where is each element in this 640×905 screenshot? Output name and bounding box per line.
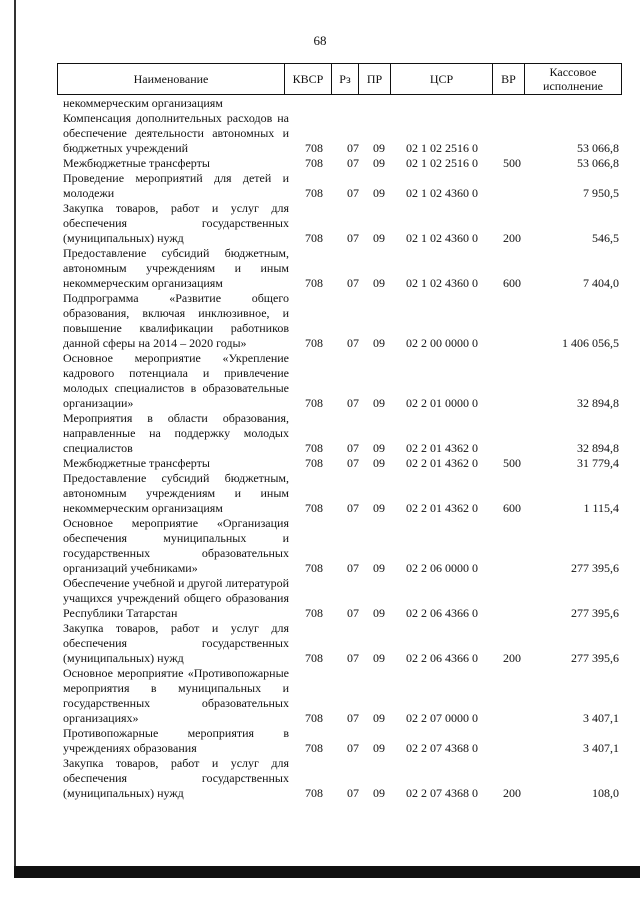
- cell-name: Закупка товаров, работ и услуг для обеспечения государственных (муниципальных) нужд: [63, 201, 289, 245]
- table-row: [63, 246, 619, 291]
- cell-pr: 09: [373, 336, 385, 350]
- cell-name: Предоставление субсидий бюджетным, автономным учреждениям и иным некоммерческим организациям: [63, 246, 289, 290]
- cell-pr: 09: [373, 231, 385, 245]
- cell-name: Обеспечение учебной и другой литературой учащихся учреждений общего образования Республики Татарстан: [63, 576, 289, 620]
- cell-rz: 07: [347, 231, 359, 245]
- cell-name: Закупка товаров, работ и услуг для обеспечения государственных (муниципальных) нужд: [63, 756, 289, 800]
- table-row: [63, 96, 619, 111]
- cell-rz: 07: [347, 606, 359, 620]
- cell-rz: 07: [347, 501, 359, 515]
- scan-left-edge: [14, 0, 16, 878]
- cell-kvsr: 708: [305, 441, 323, 455]
- cell-csr: 02 2 07 4368 0: [406, 741, 478, 755]
- cell-pr: 09: [373, 396, 385, 410]
- cell-csr: 02 1 02 4360 0: [406, 276, 478, 290]
- table-row: [63, 621, 619, 666]
- cell-name: Основное мероприятие «Укрепление кадрового потенциала и привлечение молодых специалистов в образовательные организации»: [63, 351, 289, 410]
- table-row: [63, 456, 619, 471]
- header-vr: ВР: [493, 64, 525, 94]
- table-row: [63, 726, 619, 756]
- cell-vr: 500: [503, 156, 521, 170]
- cell-kvsr: 708: [305, 501, 323, 515]
- cell-rz: 07: [347, 441, 359, 455]
- cell-name: Противопожарные мероприятия в учреждениях образования: [63, 726, 289, 755]
- cell-pr: 09: [373, 141, 385, 155]
- cell-pr: 09: [373, 501, 385, 515]
- cell-vr: 500: [503, 456, 521, 470]
- cell-csr: 02 1 02 4360 0: [406, 231, 478, 245]
- cell-csr: 02 2 06 4366 0: [406, 651, 478, 665]
- cell-amount: 277 395,6: [571, 606, 619, 620]
- table-row: [63, 156, 619, 171]
- cell-kvsr: 708: [305, 711, 323, 725]
- table-header: [57, 63, 622, 95]
- scan-bottom-edge: [14, 866, 640, 878]
- cell-kvsr: 708: [305, 561, 323, 575]
- cell-name: Предоставление субсидий бюджетным, автономным учреждениям и иным некоммерческим организациям: [63, 471, 289, 515]
- cell-kvsr: 708: [305, 336, 323, 350]
- cell-name: Закупка товаров, работ и услуг для обеспечения государственных (муниципальных) нужд: [63, 621, 289, 665]
- cell-pr: 09: [373, 561, 385, 575]
- cell-amount: 53 066,8: [577, 141, 619, 155]
- cell-pr: 09: [373, 156, 385, 170]
- cell-csr: 02 1 02 2516 0: [406, 141, 478, 155]
- header-csr: ЦСР: [391, 64, 493, 94]
- table-row: [63, 201, 619, 246]
- cell-csr: 02 2 00 0000 0: [406, 336, 478, 350]
- table-row: [63, 411, 619, 456]
- table-row: [63, 756, 619, 801]
- cell-rz: 07: [347, 141, 359, 155]
- cell-name: Межбюджетные трансферты: [63, 456, 210, 470]
- cell-pr: 09: [373, 711, 385, 725]
- cell-name: Основное мероприятие «Противопожарные мероприятия в муниципальных и государственных образовательных организациях»: [63, 666, 289, 725]
- cell-amount: 31 779,4: [577, 456, 619, 470]
- cell-kvsr: 708: [305, 276, 323, 290]
- cell-csr: 02 1 02 4360 0: [406, 186, 478, 200]
- cell-csr: 02 2 06 4366 0: [406, 606, 478, 620]
- cell-csr: 02 1 02 2516 0: [406, 156, 478, 170]
- cell-amount: 32 894,8: [577, 396, 619, 410]
- cell-rz: 07: [347, 396, 359, 410]
- cell-kvsr: 708: [305, 786, 323, 800]
- cell-vr: 200: [503, 651, 521, 665]
- header-pr: ПР: [359, 64, 391, 94]
- header-name: Наименование: [58, 64, 285, 94]
- cell-kvsr: 708: [305, 396, 323, 410]
- cell-name: Подпрограмма «Развитие общего образования, включая инклюзивное, и повышение квалификации работников данной сферы на 2014 – 2020 годы»: [63, 291, 289, 350]
- cell-name: некоммерческим организациям: [63, 96, 223, 110]
- cell-kvsr: 708: [305, 606, 323, 620]
- cell-vr: 200: [503, 231, 521, 245]
- cell-csr: 02 2 01 4362 0: [406, 501, 478, 515]
- cell-amount: 108,0: [592, 786, 619, 800]
- cell-pr: 09: [373, 786, 385, 800]
- cell-rz: 07: [347, 156, 359, 170]
- cell-csr: 02 2 07 4368 0: [406, 786, 478, 800]
- table-row: [63, 291, 619, 351]
- cell-rz: 07: [347, 561, 359, 575]
- cell-pr: 09: [373, 606, 385, 620]
- cell-vr: 600: [503, 501, 521, 515]
- cell-rz: 07: [347, 336, 359, 350]
- table-body: [63, 96, 619, 801]
- table-row: [63, 666, 619, 726]
- cell-rz: 07: [347, 711, 359, 725]
- cell-kvsr: 708: [305, 456, 323, 470]
- cell-amount: 32 894,8: [577, 441, 619, 455]
- cell-amount: 546,5: [592, 231, 619, 245]
- cell-pr: 09: [373, 741, 385, 755]
- cell-csr: 02 2 01 4362 0: [406, 456, 478, 470]
- table-row: [63, 471, 619, 516]
- cell-amount: 277 395,6: [571, 651, 619, 665]
- cell-kvsr: 708: [305, 186, 323, 200]
- cell-vr: 200: [503, 786, 521, 800]
- cell-kvsr: 708: [305, 651, 323, 665]
- cell-amount: 1 115,4: [583, 501, 619, 515]
- cell-name: Проведение мероприятий для детей и молодежи: [63, 171, 289, 200]
- cell-pr: 09: [373, 651, 385, 665]
- cell-rz: 07: [347, 186, 359, 200]
- cell-amount: 53 066,8: [577, 156, 619, 170]
- cell-rz: 07: [347, 276, 359, 290]
- cell-rz: 07: [347, 741, 359, 755]
- header-amount: Кассовое исполнение: [543, 65, 603, 93]
- header-kvsr: КВСР: [285, 64, 332, 94]
- cell-name: Основное мероприятие «Организация обеспечения муниципальных и государственных образовательных организаций учебниками»: [63, 516, 289, 575]
- page-number: 68: [313, 33, 327, 48]
- cell-name: Межбюджетные трансферты: [63, 156, 210, 170]
- cell-vr: 600: [503, 276, 521, 290]
- table-row: [63, 111, 619, 156]
- table-row: [63, 171, 619, 201]
- table-row: [63, 351, 619, 411]
- cell-rz: 07: [347, 651, 359, 665]
- cell-kvsr: 708: [305, 231, 323, 245]
- cell-amount: 7 404,0: [583, 276, 619, 290]
- table-row: [63, 576, 619, 621]
- cell-amount: 7 950,5: [583, 186, 619, 200]
- cell-kvsr: 708: [305, 156, 323, 170]
- cell-amount: 277 395,6: [571, 561, 619, 575]
- cell-csr: 02 2 01 4362 0: [406, 441, 478, 455]
- cell-kvsr: 708: [305, 141, 323, 155]
- cell-pr: 09: [373, 186, 385, 200]
- cell-pr: 09: [373, 441, 385, 455]
- cell-rz: 07: [347, 456, 359, 470]
- cell-csr: 02 2 07 0000 0: [406, 711, 478, 725]
- table-row: [63, 516, 619, 576]
- cell-pr: 09: [373, 276, 385, 290]
- cell-name: Мероприятия в области образования, направленные на поддержку молодых специалистов: [63, 411, 289, 455]
- cell-rz: 07: [347, 786, 359, 800]
- cell-amount: 3 407,1: [583, 711, 619, 725]
- cell-csr: 02 2 06 0000 0: [406, 561, 478, 575]
- cell-kvsr: 708: [305, 741, 323, 755]
- cell-pr: 09: [373, 456, 385, 470]
- header-rz: Рз: [332, 64, 359, 94]
- cell-csr: 02 2 01 0000 0: [406, 396, 478, 410]
- cell-name: Компенсация дополнительных расходов на обеспечение деятельности автономных и бюджетных учреждений: [63, 111, 289, 155]
- cell-amount: 3 407,1: [583, 741, 619, 755]
- cell-amount: 1 406 056,5: [562, 336, 619, 350]
